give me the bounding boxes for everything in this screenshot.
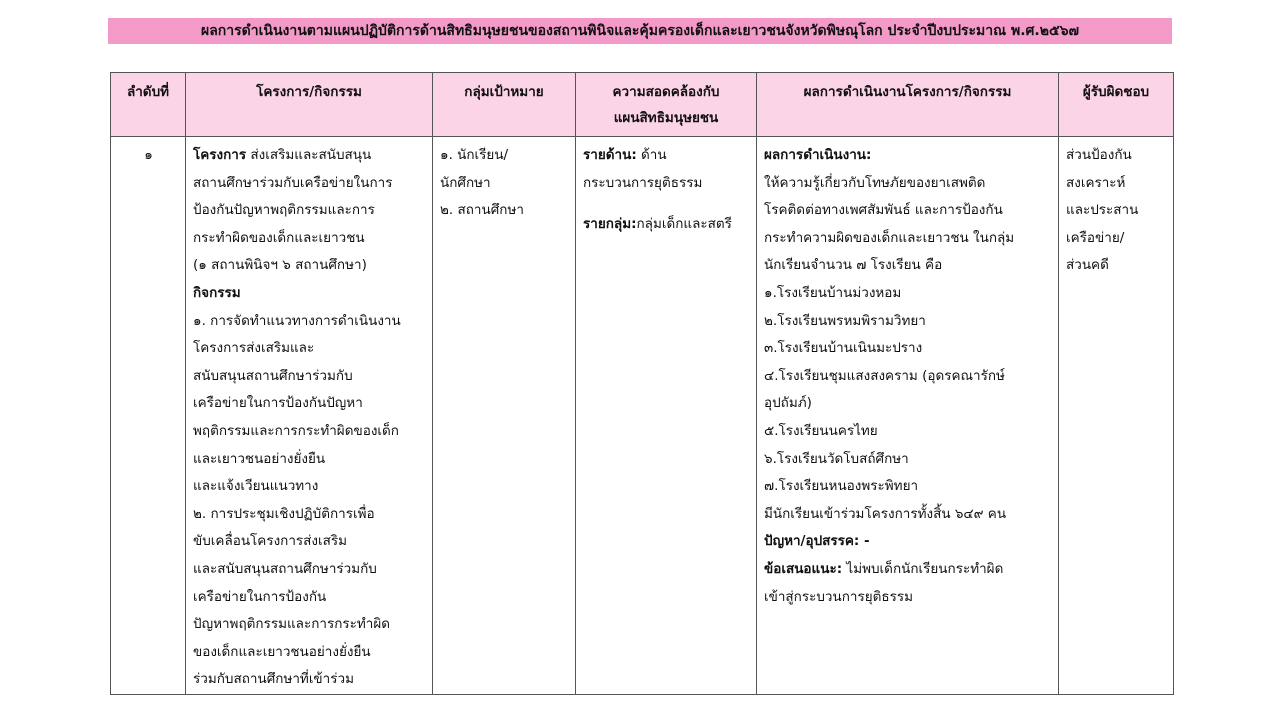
aspect-line — [583, 142, 750, 170]
activity-line: ขับเคลื่อนโครงการส่งเสริม — [193, 533, 348, 550]
header-responsible: ผู้รับผิดชอบ — [1059, 73, 1174, 137]
activity-line: ร่วมกับสถานศึกษาที่เข้าร่วม — [193, 671, 354, 688]
school-item: ๖.โรงเรียนวัดโบสถ์ศึกษา — [764, 450, 909, 467]
responsible-line: ส่วนคดี — [1066, 257, 1109, 274]
table-row — [111, 137, 1174, 695]
activity-line: เครือข่ายในการป้องกันปัญหา — [193, 395, 363, 412]
group-line — [583, 211, 750, 239]
plan-table — [110, 72, 1174, 695]
result-line: ให้ความรู้เกี่ยวกับโทษภัยของยาเสพติด — [764, 174, 986, 191]
activity-line: และเยาวชนอย่างยั่งยืน — [193, 450, 326, 467]
result-line: โรคติดต่อทางเพศสัมพันธ์ และการป้องกัน — [764, 202, 1003, 219]
school-item: ๔.โรงเรียนชุมแสงสงคราม (อุดรคณารักษ์ — [764, 367, 1005, 384]
target-line: นักศึกษา — [440, 174, 491, 191]
activity-line: ปัญหาพฤติกรรมและการกระทำผิด — [193, 616, 391, 633]
aspect-line-2: กระบวนการยุติธรรม — [583, 174, 703, 191]
activity-label: กิจกรรม — [193, 284, 241, 301]
project-line: สถานศึกษาร่วมกับเครือข่ายในการ — [193, 174, 393, 191]
problem-line — [764, 528, 1052, 556]
suggest-line — [764, 556, 1052, 584]
school-item: ๒.โรงเรียนพรหมพิรามวิทยา — [764, 312, 926, 329]
activity-line: สนับสนุนสถานศึกษาร่วมกับ — [193, 367, 353, 384]
result-line: นักเรียนจำนวน ๗ โรงเรียน คือ — [764, 257, 943, 274]
school-item: ๗.โรงเรียนหนองพระพิทยา — [764, 478, 919, 495]
responsible-line: สงเคราะห์ — [1066, 174, 1126, 191]
cell-no: ๑ — [111, 137, 186, 695]
header-no: ลำดับที่ — [111, 73, 186, 137]
page-title-bar — [108, 18, 1172, 44]
project-line-first — [193, 142, 426, 170]
target-line: ๑. นักเรียน/ — [440, 147, 509, 163]
suggest-value: ไม่พบเด็กนักเรียนกระทำผิด — [842, 560, 1004, 577]
activity-line: พฤติกรรมและการกระทำผิดของเด็ก — [193, 422, 399, 439]
school-item: ๓.โรงเรียนบ้านเนินมะปราง — [764, 340, 923, 357]
header-consistency — [576, 73, 757, 137]
project-line: (๑ สถานพินิจฯ ๖ สถานศึกษา) — [193, 257, 367, 274]
table-header-row — [111, 73, 1174, 137]
activity-line: และสนับสนุนสถานศึกษาร่วมกับ — [193, 560, 377, 577]
spacer — [583, 197, 750, 211]
project-title-start: ส่งเสริมและสนับสนุน — [246, 147, 372, 163]
group-value: กลุ่มเด็กและสตรี — [636, 216, 732, 233]
participant-total: มีนักเรียนเข้าร่วมโครงการทั้งสิ้น ๖๔๙ คน — [764, 505, 1007, 522]
target-line: ๒. สถานศึกษา — [440, 202, 524, 219]
group-label: รายกลุ่ม: — [583, 216, 637, 233]
activity-line: ของเด็กและเยาวชนอย่างยั่งยืน — [193, 643, 371, 660]
cell-consistency — [576, 137, 757, 695]
aspect-label: รายด้าน: — [583, 147, 637, 163]
school-item: ๑.โรงเรียนบ้านม่วงหอม — [764, 284, 902, 301]
activity-line: โครงการส่งเสริมและ — [193, 340, 315, 357]
suggest-label: ข้อเสนอแนะ: — [764, 560, 843, 577]
cell-target — [433, 137, 576, 695]
suggest-line-2: เข้าสู่กระบวนการยุติธรรม — [764, 588, 914, 605]
header-result: ผลการดำเนินงานโครงการ/กิจกรรม — [757, 73, 1059, 137]
header-consistency-line2: แผนสิทธิมนุษยชน — [613, 110, 719, 126]
activity-line: ๑. การจัดทำแนวทางการดำเนินงาน — [193, 312, 401, 329]
aspect-value: ด้าน — [636, 147, 667, 163]
activity-line: ๒. การประชุมเชิงปฏิบัติการเพื่อ — [193, 505, 375, 522]
responsible-line: ส่วนป้องกัน — [1066, 147, 1132, 163]
responsible-line: เครือข่าย/ — [1066, 229, 1125, 246]
project-label: โครงการ — [193, 147, 247, 163]
project-line: ป้องกันปัญหาพฤติกรรมและการ — [193, 202, 375, 219]
cell-responsible — [1059, 137, 1174, 695]
school-item: ๕.โรงเรียนนครไทย — [764, 422, 878, 439]
cell-project — [186, 137, 433, 695]
problem-value: - — [859, 533, 870, 550]
activity-line: เครือข่ายในการป้องกัน — [193, 588, 327, 605]
result-line: กระทำความผิดของเด็กและเยาวชน ในกลุ่ม — [764, 229, 1015, 246]
header-project: โครงการ/กิจกรรม — [186, 73, 433, 137]
school-item-cont: อุปถัมภ์) — [764, 395, 812, 412]
responsible-line: และประสาน — [1066, 202, 1139, 219]
cell-result — [757, 137, 1059, 695]
header-consistency-line1: ความสอดคล้องกับ — [612, 84, 720, 100]
activity-line: และแจ้งเวียนแนวทาง — [193, 478, 319, 495]
project-line: กระทำผิดของเด็กและเยาวชน — [193, 229, 365, 246]
header-target: กลุ่มเป้าหมาย — [433, 73, 576, 137]
problem-label: ปัญหา/อุปสรรค: — [764, 533, 860, 550]
page-title: ผลการดำเนินงานตามแผนปฏิบัติการด้านสิทธิมนุษยชนของสถานพินิจและคุ้มครองเด็กและเยาวชนจังหวัดพิษณุโลก ประจำปีงบประมาณ พ.ศ.๒๕๖๗ — [201, 23, 1079, 39]
result-label: ผลการดำเนินงาน: — [764, 147, 872, 163]
